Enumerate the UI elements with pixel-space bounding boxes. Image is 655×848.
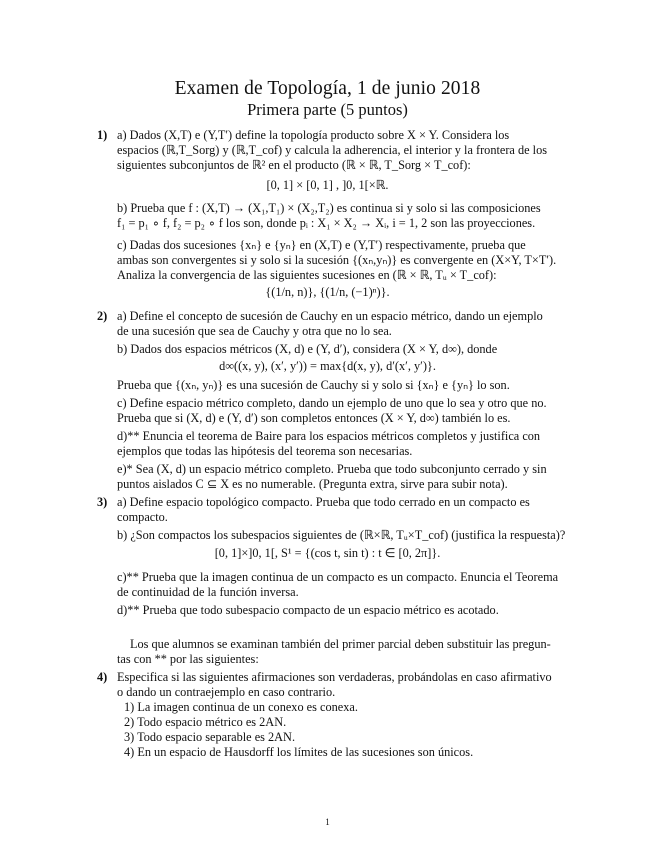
question-4-number: 4) xyxy=(97,670,108,684)
exam-title: Examen de Topología, 1 de junio 2018 xyxy=(174,78,481,99)
q2b-formula: d∞((x, y), (x′, y′)) = max{d(x, y), d′(x′, y′)}. xyxy=(219,359,436,373)
q3a-line-1: a) Define espacio topológico compacto. Prueba que todo cerrado en un compacto es xyxy=(117,495,530,509)
q2e-line-1: e)* Sea (X, d) un espacio métrico completo. Prueba que todo subconjunto cerrado y sin xyxy=(117,462,547,476)
q3c-line-1: c)** Prueba que la imagen continua de un compacto es un compacto. Enuncia el Teorema xyxy=(117,570,559,584)
q1c-line-1: c) Dadas dos sucesiones {xₙ} e {yₙ} en (X,T) e (Y,T′) respectivamente, prueba que xyxy=(117,238,526,252)
q2b-line-2: Prueba que {(xₙ, yₙ)} es una sucesión de Cauchy si y solo si {xₙ} e {yₙ} lo son. xyxy=(117,378,510,392)
q1a-line-3: siguientes subconjuntos de ℝ² en el producto (ℝ × ℝ, T_Sorg × T_cof): xyxy=(117,158,471,172)
q1a-formula: [0, 1] × [0, 1] , ]0, 1[×ℝ. xyxy=(266,178,389,192)
question-3-number: 3) xyxy=(97,495,108,509)
q4-item: 2) Todo espacio métrico es 2AN. xyxy=(124,715,287,729)
q3b-line-1: b) ¿Son compactos los subespacios siguientes de (ℝ×ℝ, Tᵤ×T_cof) (justifica la respuesta)? xyxy=(117,528,566,542)
q1c-line-3: Analiza la convergencia de las siguientes sucesiones en (ℝ × ℝ, Tᵤ × T_cof): xyxy=(117,268,497,282)
q2e-line-2: puntos aislados C ⊆ X es no numerable. (Pregunta extra, sirve para subir nota). xyxy=(117,477,508,491)
exam-subtitle: Primera parte (5 puntos) xyxy=(247,100,408,119)
q4-intro-line-2: o dando un contraejemplo en caso contrario. xyxy=(117,685,336,699)
question-2-number: 2) xyxy=(97,309,108,323)
q3c-line-2: de continuidad de la función inversa. xyxy=(117,585,299,599)
question-1-number: 1) xyxy=(97,128,108,142)
q1a-line-2: espacios (ℝ,T_Sorg) y (ℝ,T_cof) y calcula la adherencia, el interior y la frontera de los xyxy=(117,143,548,157)
q2a-line-2: de una sucesión que sea de Cauchy y otra que no lo sea. xyxy=(117,324,392,338)
q1b-line-2: f₁ = p₁ ∘ f, f₂ = p₂ ∘ f los son, donde pᵢ : X₁ × X₂ → Xᵢ, i = 1, 2 son las proyecciones. xyxy=(117,216,536,230)
q2c-line-2: Prueba que si (X, d) e (Y, d′) son completos entonces (X × Y, d∞) también lo es. xyxy=(117,411,511,425)
q4-item: 3) Todo espacio separable es 2AN. xyxy=(124,730,296,744)
note-line-1: Los que alumnos se examinan también del primer parcial deben substituir las pregun- xyxy=(130,637,551,651)
q1c-formula: {(1/n, n)}, {(1/n, (−1)ⁿ)}. xyxy=(265,285,390,299)
q3b-formula: [0, 1]×]0, 1[, S¹ = {(cos t, sin t) : t ∈ [0, 2π]}. xyxy=(214,546,441,560)
q2b-line-1: b) Dados dos espacios métricos (X, d) e (Y, d′), considera (X × Y, d∞), donde xyxy=(117,342,498,356)
q2d-line-2: ejemplos que todas las hipótesis del teorema son necesarias. xyxy=(117,444,413,458)
q1a-line-1: a) Dados (X,T) e (Y,T′) define la topología producto sobre X × Y. Considera los xyxy=(117,128,510,142)
q4-intro-line-1: Especifica si las siguientes afirmaciones son verdaderas, probándolas en caso afirmativo xyxy=(117,670,552,684)
q1c-line-2: ambas son convergentes si y solo si la sucesión {(xₙ,yₙ)} es convergente en (X×Y, T×T′). xyxy=(117,253,557,267)
q2d-line-1: d)** Enuncia el teorema de Baire para los espacios métricos completos y justifica con xyxy=(117,429,541,443)
q4-item: 4) En un espacio de Hausdorff los límites de las sucesiones son únicos. xyxy=(124,745,474,759)
q1b-line-1: b) Prueba que f : (X,T) → (X₁,T₁) × (X₂,T₂) es continua si y solo si las composiciones xyxy=(117,201,541,215)
note-line-2: tas con ** por las siguientes: xyxy=(117,652,259,666)
q3a-line-2: compacto. xyxy=(117,510,168,524)
q3d-line-1: d)** Prueba que todo subespacio compacto de un espacio métrico es acotado. xyxy=(117,603,499,617)
q2a-line-1: a) Define el concepto de sucesión de Cauchy en un espacio métrico, dando un ejemplo xyxy=(117,309,543,323)
page-number: 1 xyxy=(325,817,330,827)
q4-item: 1) La imagen continua de un conexo es conexa. xyxy=(124,700,358,714)
q2c-line-1: c) Define espacio métrico completo, dando un ejemplo de uno que lo sea y otro que no. xyxy=(117,396,547,410)
